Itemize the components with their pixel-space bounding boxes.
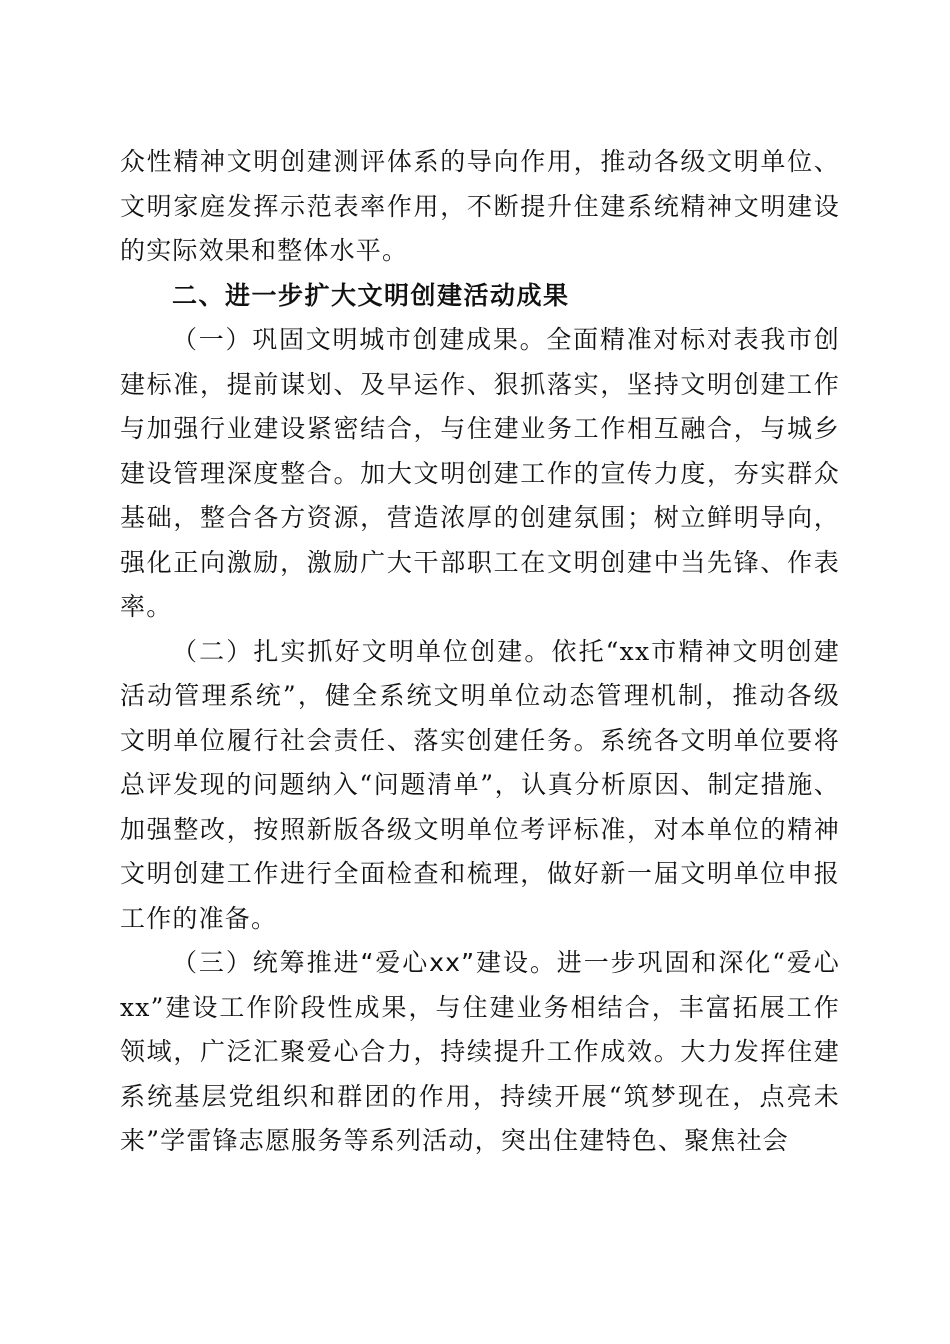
item-body-3: 进一步巩固和深化“爱心xx”建设工作阶段性成果，与住建业务相结合，丰富拓展工作领域，广泛汇聚爱心合力，持续提升工作成效。大力发挥住建系统基层党组织和群团的作用，持续开展“筑梦现在，点亮未来”学雷锋志愿服务等系列活动，突出住建特色、聚焦社会 <box>120 948 840 1155</box>
item-paragraph-3 <box>120 941 840 1164</box>
item-lead-2: （二）扎实抓好文明单位创建。 <box>172 636 552 666</box>
item-body-1: 全面精准对标对表我市创建标准，提前谋划、及早运作、狠抓落实，坚持文明创建工作与加强行业建设紧密结合，与住建业务工作相互融合，与城乡建设管理深度整合。加大文明创建工作的宣传力度，夯实群众基础，整合各方资源，营造浓厚的创建氛围；树立鲜明导向，强化正向激励，激励广大干部职工在文明创建中当先锋、作表率。 <box>120 325 841 621</box>
item-lead-3: （三）统筹推进“爱心xx”建设。 <box>172 948 557 977</box>
document-body <box>120 140 840 1164</box>
section-heading: 二、进一步扩大文明创建活动成果 <box>172 280 570 310</box>
item-lead-1: （一）巩固文明城市创建成果。 <box>172 325 547 354</box>
item-paragraph-2 <box>120 630 840 942</box>
continuation-paragraph: 众性精神文明创建测评体系的导向作用，推动各级文明单位、文明家庭发挥示范表率作用，不断提升住建系统精神文明建设的实际效果和整体水平。 <box>120 147 840 265</box>
item-paragraph-1 <box>120 318 840 630</box>
item-body-2: 依托“xx市精神文明创建活动管理系统”，健全系统文明单位动态管理机制，推动各级文明单位履行社会责任、落实创建任务。系统各文明单位要将总评发现的问题纳入“问题清单”，认真分析原因、制定措施、加强整改，按照新版各级文明单位考评标准，对本单位的精神文明创建工作进行全面检查和梳理，做好新一届文明单位申报工作的准备。 <box>120 636 840 933</box>
